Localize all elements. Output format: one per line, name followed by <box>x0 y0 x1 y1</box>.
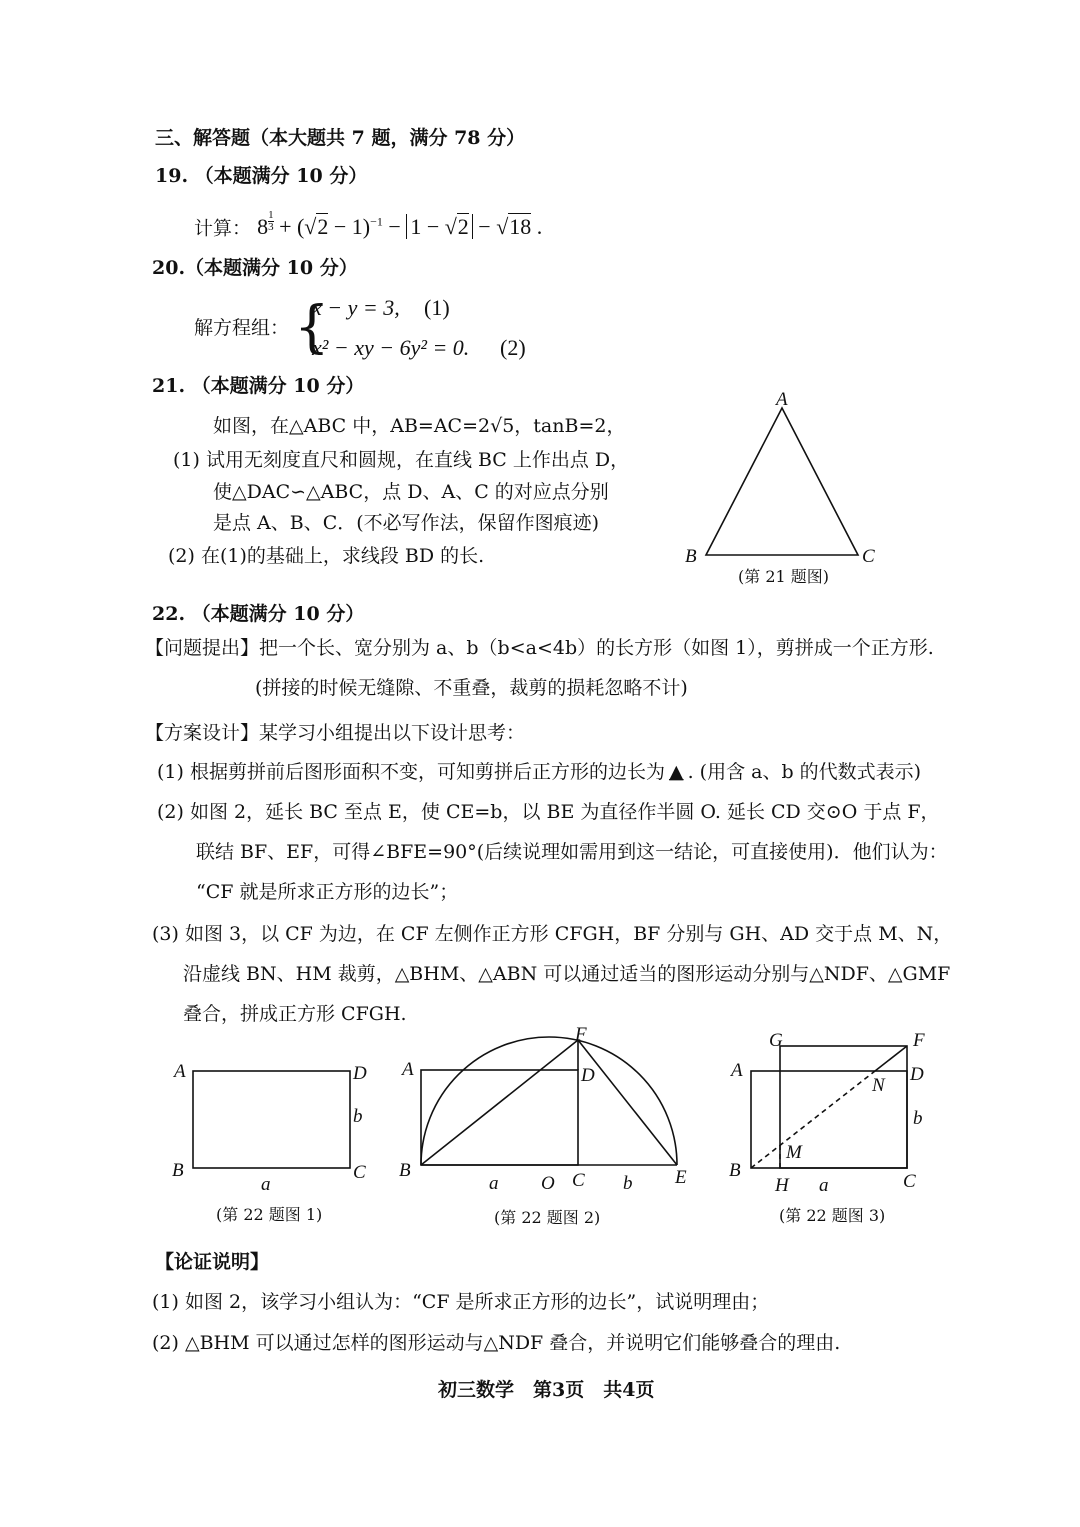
proof-header: 【论证说明】 <box>155 1251 270 1273</box>
label-d: D <box>581 1065 595 1086</box>
q20-eq1-no: (1) <box>424 295 450 320</box>
label-c: C <box>862 546 875 567</box>
q20-prompt: 解方程组： <box>194 317 290 339</box>
q21-header: 21. （本题满分 10 分） <box>152 375 365 397</box>
page-footer: 初三数学 第3页 共4页 <box>438 1379 655 1401</box>
label-o: O <box>541 1173 555 1194</box>
label-b: B <box>172 1160 184 1181</box>
p2: − 1) <box>328 214 371 240</box>
q22-p9: 沿虚线 BN、HM 裁剪，△BHM、△ABN 可以通过适当的图形运动分别与△NDF、△GMF <box>183 963 951 985</box>
caption: (第 21 题图) <box>738 567 830 586</box>
q22-p10: 叠合，拼成正方形 CFGH. <box>183 1003 407 1025</box>
q22-p8: (3) 如图 3，以 CF 为边，在 CF 左侧作正方形 CFGH，BF 分别与 GH、AD 交于点 M、N， <box>152 923 953 945</box>
semicircle <box>421 1037 677 1165</box>
q21-line1: 如图，在△ABC 中，AB=AC=2√5，tanB=2， <box>213 415 626 437</box>
label-f: F <box>913 1030 925 1051</box>
sqrt2: 2 <box>317 214 329 240</box>
p4b: . (用含 a、b 的代数式表示) <box>687 761 922 783</box>
p1: + ( <box>273 214 305 240</box>
num: 1 <box>268 209 274 222</box>
label-d: D <box>910 1064 924 1085</box>
triangle-abc <box>706 408 858 555</box>
label-b-side: b <box>353 1106 363 1127</box>
figure-22-2 <box>399 1024 687 1227</box>
abs-a: 1 − √ <box>410 214 457 240</box>
label-c: C <box>572 1170 585 1191</box>
q22-p3: 【方案设计】某学习小组提出以下设计思考： <box>145 722 526 744</box>
label-d: D <box>353 1063 367 1084</box>
q22-p6: 联结 BF、EF，可得∠BFE=90°(后续说理如需用到这一结论，可直接使用)．他们认为： <box>196 841 948 863</box>
label-a-side: a <box>489 1173 499 1194</box>
q22-p1: 【问题提出】把一个长、宽分别为 a、b（b<a<4b）的长方形（如图 1），剪拼成一个正方形. <box>145 637 934 659</box>
q21-line3: 使△DAC∽△ABC，点 D、A、C 的对应点分别 <box>213 481 609 503</box>
label-g: G <box>769 1030 783 1051</box>
label-a: A <box>731 1060 743 1081</box>
figure-22-1 <box>172 1061 367 1224</box>
dashed-line-bn <box>751 1071 875 1168</box>
label-m: M <box>786 1142 802 1163</box>
q20-header: 20.（本题满分 10 分） <box>152 257 358 279</box>
label-c: C <box>903 1171 916 1192</box>
label-a: A <box>174 1061 186 1082</box>
answer-blank: ▲ <box>668 761 684 783</box>
proof-1: (1) 如图 2，该学习小组认为：“CF 是所求正方形的边长”，试说明理由； <box>152 1291 770 1313</box>
base: 8 <box>257 214 269 240</box>
formula-math: 8 $\frac{1}{3}$ + $(√2 - 1)^{-1} - 1 - √2 - √18$ . <box>257 209 543 240</box>
p4: − √ <box>472 214 509 240</box>
q20-eq2-no: (2) <box>500 335 526 360</box>
label-f: F <box>575 1024 587 1045</box>
q21-line5: (2) 在(1)的基础上，求线段 BD 的长. <box>168 545 485 567</box>
q19-prompt: 计算： <box>194 217 252 240</box>
rectangle-abcd <box>421 1070 578 1165</box>
p4a: (1) 根据剪拼前后图形面积不变，可知剪拼后正方形的边长为 <box>157 761 665 783</box>
label-c: C <box>353 1162 366 1183</box>
q21-line4: 是点 A、B、C．(不必写作法，保留作图痕迹) <box>213 512 600 534</box>
caption: (第 22 题图 3) <box>779 1206 886 1225</box>
label-e: E <box>675 1167 687 1188</box>
abs-b: 2 <box>457 214 469 240</box>
proof-2: (2) △BHM 可以通过怎样的图形运动与△NDF 叠合，并说明它们能够叠合的理由. <box>152 1332 841 1354</box>
label-a: A <box>776 389 788 410</box>
label-b: B <box>685 546 697 567</box>
label-b-side: b <box>913 1108 923 1129</box>
den: 3 <box>268 221 274 234</box>
rectangle-abcd <box>193 1071 350 1168</box>
label-n: N <box>872 1075 885 1096</box>
sqrt18: 18 <box>509 214 532 240</box>
label-a-side: a <box>261 1174 271 1195</box>
q22-header: 22. （本题满分 10 分） <box>152 603 365 625</box>
label-b: B <box>399 1160 411 1181</box>
label-a: A <box>402 1059 414 1080</box>
caption: (第 22 题图 2) <box>494 1208 601 1227</box>
line-fe <box>578 1040 677 1165</box>
q22-p2: (拼接的时候无缝隙、不重叠，裁剪的损耗忽略不计) <box>255 677 688 699</box>
q19-header: 19. （本题满分 10 分） <box>155 165 368 187</box>
section-title: 三、解答题（本大题共 7 题，满分 78 分） <box>155 127 526 149</box>
figure-22-3 <box>729 1030 925 1225</box>
p3: − <box>382 214 407 240</box>
exp: −1 <box>370 215 383 229</box>
line-nf <box>875 1046 907 1071</box>
end: . <box>531 214 543 240</box>
label-b: B <box>729 1160 741 1181</box>
label-b-side: b <box>623 1173 633 1194</box>
q21-line2: (1) 试用无刻度直尺和圆规，在直线 BC 上作出点 D， <box>173 449 630 471</box>
q22-p5: (2) 如图 2，延长 BC 至点 E，使 CE=b，以 BE 为直径作半圆 O. 延长 CD 交⊙O 于点 F， <box>157 801 940 823</box>
q20-eq1: x − y = 3, <box>312 295 400 320</box>
label-a-side: a <box>819 1175 829 1196</box>
q20-brace: { <box>294 295 330 360</box>
q22-p7: “CF 就是所求正方形的边长”； <box>196 881 459 903</box>
figure-21 <box>685 389 875 586</box>
q20-eq2: x² − xy − 6y² = 0. <box>312 335 470 360</box>
caption: (第 22 题图 1) <box>216 1205 323 1224</box>
label-h: H <box>775 1175 789 1196</box>
line-bf <box>421 1040 578 1165</box>
